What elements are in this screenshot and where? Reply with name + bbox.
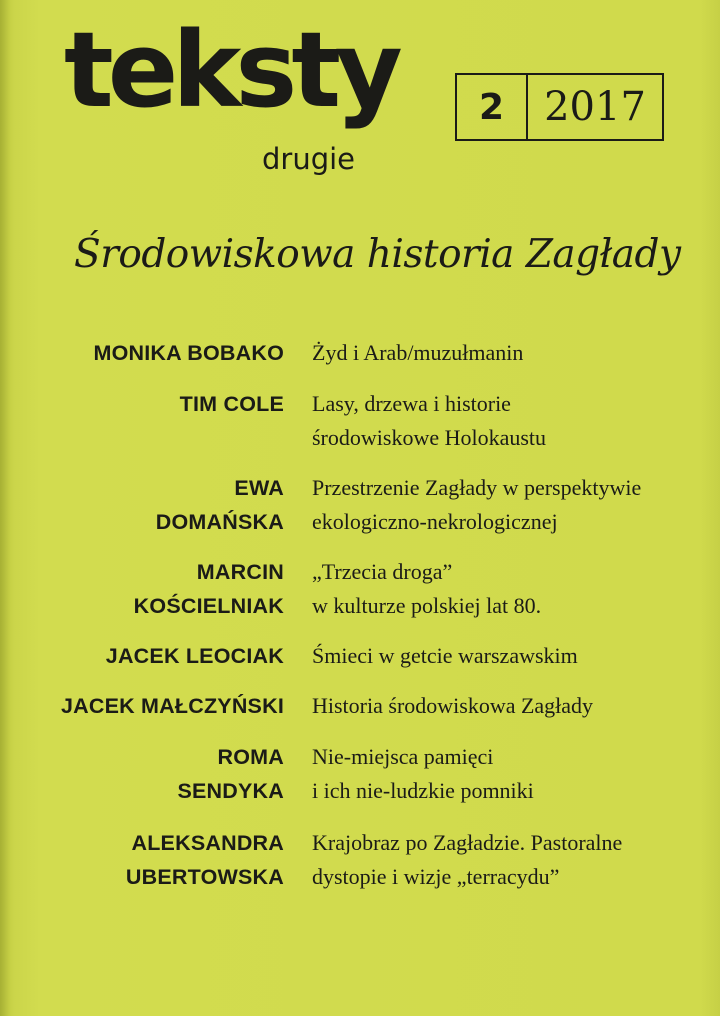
article-line: Żyd i Arab/muzułmanin — [312, 340, 524, 365]
author-line: SENDYKA — [177, 779, 284, 803]
article-line: Nie-miejsca pamięci — [312, 744, 494, 769]
entry-article — [312, 387, 546, 455]
author-line: UBERTOWSKA — [125, 865, 284, 889]
entry-author — [126, 826, 284, 894]
entry-author — [106, 639, 284, 673]
entry-author — [61, 689, 284, 723]
logo-subtitle: drugie — [262, 142, 356, 176]
author-line: JACEK MAŁCZYŃSKI — [61, 694, 284, 718]
entry-author — [180, 387, 284, 421]
author-line: DOMAŃSKA — [155, 510, 284, 534]
author-line: TIM COLE — [179, 392, 284, 416]
author-line: ALEKSANDRA — [131, 831, 284, 855]
author-line: JACEK LEOCIAK — [105, 644, 284, 668]
entry-author — [93, 336, 284, 370]
article-line: w kulturze polskiej lat 80. — [312, 593, 542, 618]
author-line: KOŚCIELNIAK — [133, 594, 284, 618]
entry-author — [177, 740, 284, 808]
entry-author — [134, 555, 284, 623]
article-line: Krajobraz po Zagładzie. Pastoralne — [312, 830, 623, 855]
logo-wordmark: teksty — [64, 9, 397, 131]
article-line: Śmieci w getcie warszawskim — [312, 643, 578, 668]
issue-number: 2 — [457, 75, 528, 139]
article-line: dystopie i wizje „terracydu” — [312, 864, 560, 889]
article-line: ekologiczno-nekrologicznej — [312, 509, 558, 534]
author-line: ROMA — [217, 745, 284, 769]
entry-article — [312, 555, 541, 623]
issue-title: Środowiskowa historia Zagłady — [74, 232, 681, 277]
article-line: Lasy, drzewa i historie — [312, 391, 511, 416]
entry-article — [312, 689, 593, 723]
entry-article — [312, 471, 641, 539]
author-line: MARCIN — [196, 560, 284, 584]
entry-article — [312, 639, 578, 673]
article-line: Historia środowiskowa Zagłady — [312, 693, 594, 718]
author-line: EWA — [234, 476, 284, 500]
article-line: „Trzecia droga” — [312, 559, 453, 584]
author-line: MONIKA BOBAKO — [93, 341, 284, 365]
issue-year: 2017 — [544, 84, 646, 130]
article-line: środowiskowe Holokaustu — [312, 425, 547, 450]
entry-author — [156, 471, 284, 539]
entry-article — [312, 740, 534, 808]
article-line: i ich nie-ludzkie pomniki — [312, 778, 534, 803]
entry-article — [312, 826, 622, 894]
entry-article — [312, 336, 523, 370]
article-line: Przestrzenie Zagłady w perspektywie — [312, 475, 642, 500]
